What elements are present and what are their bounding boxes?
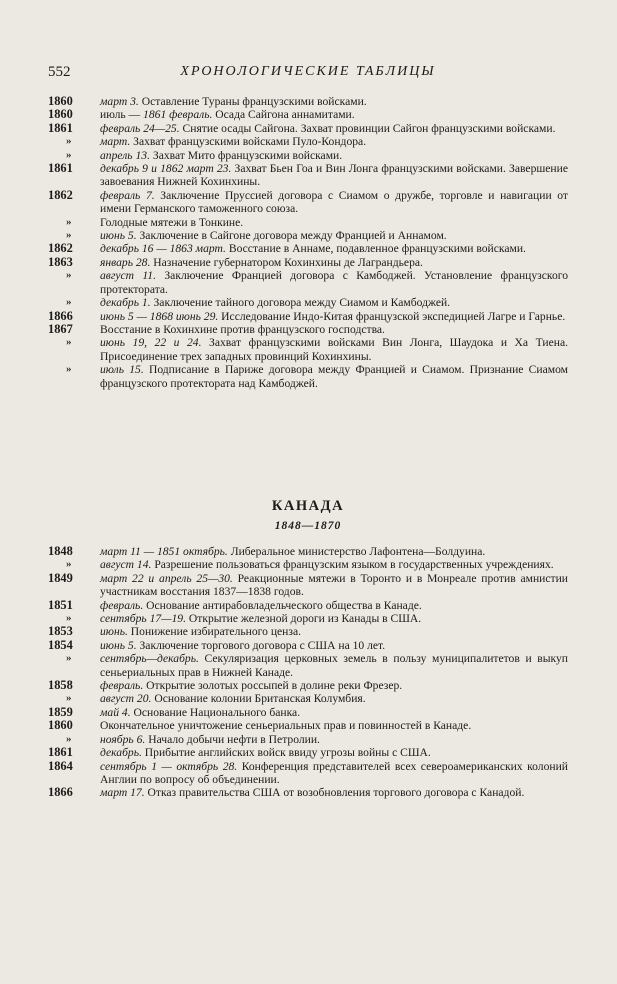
entry-date: декабрь. (100, 746, 142, 760)
chronology-block-canada (48, 545, 568, 800)
chronology-entry (48, 95, 568, 108)
entry-year: » (66, 148, 72, 161)
entry-year: 1861 (48, 161, 73, 176)
entry-date: сентябрь 1 — октябрь 28. (100, 759, 238, 773)
chronology-entry (48, 572, 568, 599)
entry-description: Восстание в Аннаме, подавленное французскими войсками. (225, 242, 526, 256)
entry-year: 1860 (48, 718, 73, 733)
chronology-entry (48, 786, 568, 799)
entry-date: май 4. (100, 705, 131, 719)
entry-year: » (66, 296, 72, 309)
entry-description: Секуляризация церковных земель в пользу муниципалитетов и выкуп сеньериальных прав в Нижней Канаде. (100, 652, 568, 679)
chronology-entry (48, 733, 568, 746)
entry-year: 1861 (48, 745, 73, 760)
entry-description: Основание Национального банка. (130, 705, 301, 719)
entry-text (100, 336, 568, 363)
chronology-entry (48, 639, 568, 652)
entry-description: Отказ правительства США от возобновления торгового договора с Канадой. (144, 786, 525, 800)
chronology-entry (48, 706, 568, 719)
entry-text (100, 719, 568, 732)
entry-text (100, 545, 568, 558)
chronology-entry (48, 216, 568, 229)
entry-description: Захват французскими войсками Вин Лонга, Шаудока и Ха Тиена. Присоединение трех западных провинций Кохинхины. (100, 336, 568, 363)
entry-text (100, 229, 568, 242)
entry-text (100, 760, 568, 787)
entry-description: Заключение Пруссией договора с Сиамом о дружбе, торговле и навигации от имени Германского таможенного союза. (100, 188, 568, 216)
section-title: КАНАДА (271, 498, 345, 514)
entry-text (100, 612, 568, 625)
entry-description: Захват французскими войсками Пуло-Кондора. (130, 135, 367, 149)
entry-text (100, 572, 568, 599)
chronology-entry (48, 310, 568, 323)
entry-year: 1864 (48, 758, 73, 773)
entry-text (100, 296, 568, 309)
entry-description: Подписание в Париже договора между Францией и Сиамом. Признание Сиамом французского протектората над Камбоджей. (100, 363, 569, 390)
entry-date: декабрь 16 — 1863 март. (100, 242, 226, 256)
entry-text (100, 652, 568, 679)
entry-year: » (66, 229, 72, 242)
entry-year: » (66, 732, 72, 745)
entry-year: 1867 (48, 321, 73, 336)
entry-year: 1854 (48, 637, 73, 652)
entry-description: июль — (100, 108, 144, 122)
entry-description: Основание колонии Британская Колумбия. (151, 692, 366, 706)
entry-text (100, 135, 568, 148)
entry-year: » (66, 336, 72, 349)
chronology-entry (48, 558, 568, 571)
entry-text (100, 162, 568, 189)
entry-description: Основание антирабовладельческого общества в Канаде. (143, 598, 422, 612)
entry-description: Исследование Индо-Китая французской экспедицией Лагре и Гарнье. (218, 309, 566, 323)
entry-text (100, 639, 568, 652)
entry-text (100, 269, 568, 296)
entry-year: 1860 (48, 107, 73, 122)
entry-description: Заключение тайного договора между Сиамом и Камбоджей. (150, 296, 451, 310)
entry-description: Окончательное уничтожение сеньериальных прав и повинностей в Канаде. (100, 719, 472, 733)
entry-description: Оставление Тураны французскими войсками. (138, 95, 367, 108)
chronology-entry (48, 162, 568, 189)
entry-date: август 11. (100, 269, 157, 283)
chronology-entry (48, 323, 568, 336)
entry-description: Прибытие английских войск ввиду угрозы войны с США. (141, 746, 431, 760)
entry-date: февраль 24—25. (100, 121, 180, 135)
chronology-entry (48, 135, 568, 148)
chronology-entry (48, 599, 568, 612)
entry-date: сентябрь—декабрь. (100, 652, 199, 666)
entry-description: Голодные мятежи в Тонкине. (100, 215, 244, 229)
entry-year: » (66, 135, 72, 148)
chronology-entry (48, 363, 568, 390)
running-title: ХРОНОЛОГИЧЕСКИЕ ТАБЛИЦЫ (180, 64, 436, 79)
entry-year: 1861 (48, 120, 73, 135)
entry-date: апрель 13. (100, 148, 150, 162)
entry-description: Захват Мито французскими войсками. (149, 148, 343, 162)
entry-year: 1862 (48, 241, 73, 256)
entry-description: Восстание в Кохинхине против французского господства. (100, 322, 385, 336)
entry-text (100, 149, 568, 162)
chronology-entry (48, 692, 568, 705)
chronology-entry (48, 108, 568, 121)
chronology-entry (48, 242, 568, 255)
chronology-entry (48, 760, 568, 787)
entry-text (100, 189, 568, 216)
entry-text (100, 558, 568, 571)
entry-date: июнь 5. (100, 229, 137, 243)
entry-date: июнь. (100, 625, 128, 639)
entry-text (100, 216, 568, 229)
entry-description: Открытие железной дороги из Канады в США. (186, 612, 422, 626)
chronology-entry (48, 652, 568, 679)
entry-year: 1853 (48, 624, 73, 639)
chronology-entry (48, 545, 568, 558)
entry-description: Разрешение пользоваться французским языком в государственных учреждениях. (151, 558, 554, 572)
entry-date: март 17. (100, 786, 145, 800)
entry-year: » (66, 612, 72, 625)
entry-year: 1866 (48, 308, 73, 323)
entry-year: 1866 (48, 785, 73, 800)
entry-text (100, 95, 568, 108)
entry-text (100, 108, 568, 121)
entry-year: 1862 (48, 187, 73, 202)
entry-date: январь 28. (100, 255, 151, 269)
entry-year: 1863 (48, 254, 73, 269)
entry-date: сентябрь 17—19. (100, 612, 186, 626)
entry-description: Открытие золотых россыпей в долине реки Фрезер. (143, 679, 403, 693)
entry-description: Назначение губернатором Кохинхины де Лаграндьера. (150, 255, 423, 269)
entry-text (100, 692, 568, 705)
entry-text (100, 310, 568, 323)
entry-text (100, 256, 568, 269)
chronology-entry (48, 746, 568, 759)
entry-year: » (66, 652, 72, 665)
entry-date: июнь 5 — 1868 июнь 29. (100, 309, 219, 323)
entry-date: ноябрь 6. (100, 732, 146, 746)
entry-year: » (66, 215, 72, 228)
entry-year: 1848 (48, 544, 73, 558)
entry-year: » (66, 363, 72, 376)
entry-date: июнь 19, 22 и 24. (100, 336, 202, 350)
entry-year: » (66, 692, 72, 705)
entry-text (100, 679, 568, 692)
chronology-entry (48, 296, 568, 309)
entry-year: 1859 (48, 704, 73, 719)
entry-date: июнь 5. (100, 638, 137, 652)
entry-text (100, 786, 568, 799)
entry-year: 1851 (48, 597, 73, 612)
entry-description: Конференция представителей всех североамериканских колоний Англии по вопросу об объединении. (100, 759, 568, 786)
entry-text (100, 323, 568, 336)
entry-text (100, 746, 568, 759)
entry-year: 1860 (48, 94, 73, 108)
entry-date: декабрь 1. (100, 296, 151, 310)
entry-text (100, 363, 568, 390)
entry-description: Захват Бьен Гоа и Вин Лонга французскими войсками. Завершение завоевания Нижней Кохинхины. (100, 162, 568, 189)
page-number: 552 (48, 64, 71, 80)
entry-date: март. (100, 135, 131, 149)
entry-description: Либеральное министерство Лафонтена—Болдуина. (227, 545, 486, 558)
entry-description: Заключение Францией договора с Камбоджей. Установление французского протектората. (100, 269, 569, 296)
chronology-entry (48, 122, 568, 135)
chronology-entry (48, 679, 568, 692)
entry-text (100, 625, 568, 638)
entry-date: июль 15. (100, 363, 144, 377)
entry-description: Осада Сайгона аннамитами. (212, 108, 355, 122)
entry-text (100, 242, 568, 255)
entry-description: Снятие осады Сайгона. Захват провинции Сайгон французскими войсками. (179, 121, 556, 135)
entry-description: Заключение в Сайгоне договора между Францией и Аннамом. (136, 229, 447, 243)
entry-text (100, 599, 568, 612)
entry-date: февраль 7. (100, 188, 155, 202)
entry-text (100, 733, 568, 746)
entry-year: » (66, 558, 72, 571)
entry-text (100, 122, 568, 135)
chronology-entry (48, 269, 568, 296)
section-date-range: 1848—1870 (274, 520, 342, 532)
entry-date: март 3. (100, 95, 139, 108)
page-header (48, 64, 568, 84)
entry-description: Начало добычи нефти в Петролии. (145, 732, 320, 746)
chronology-entry (48, 256, 568, 269)
entry-date: август 14. (100, 558, 152, 572)
entry-year: 1858 (48, 678, 73, 693)
entry-date: март 11 — 1851 октябрь. (100, 545, 228, 558)
chronology-entry (48, 625, 568, 638)
chronology-entry (48, 719, 568, 732)
entry-description: Понижение избирательного ценза. (127, 625, 301, 639)
entry-year: 1849 (48, 570, 73, 585)
entry-date: февраль. (100, 679, 144, 693)
entry-date: 1861 февраль. (143, 108, 213, 122)
chronology-entry (48, 336, 568, 363)
entry-date: март 22 и апрель 25—30. (100, 571, 233, 585)
entry-date: август 20. (100, 692, 152, 706)
entry-year: » (66, 269, 72, 282)
entry-description: Реакционные мятежи в Торонто и в Монреале против амнистии участникам восстания 1837—1838 годов. (100, 571, 568, 599)
chronology-entry (48, 229, 568, 242)
entry-description: Заключение торгового договора с США на 10 лет. (136, 638, 386, 652)
entry-date: февраль. (100, 598, 144, 612)
chronology-entry (48, 189, 568, 216)
chronology-entry (48, 149, 568, 162)
chronology-block-indochina (48, 95, 568, 390)
entry-date: декабрь 9 и 1862 март 23. (100, 162, 232, 176)
entry-text (100, 706, 568, 719)
chronology-entry (48, 612, 568, 625)
